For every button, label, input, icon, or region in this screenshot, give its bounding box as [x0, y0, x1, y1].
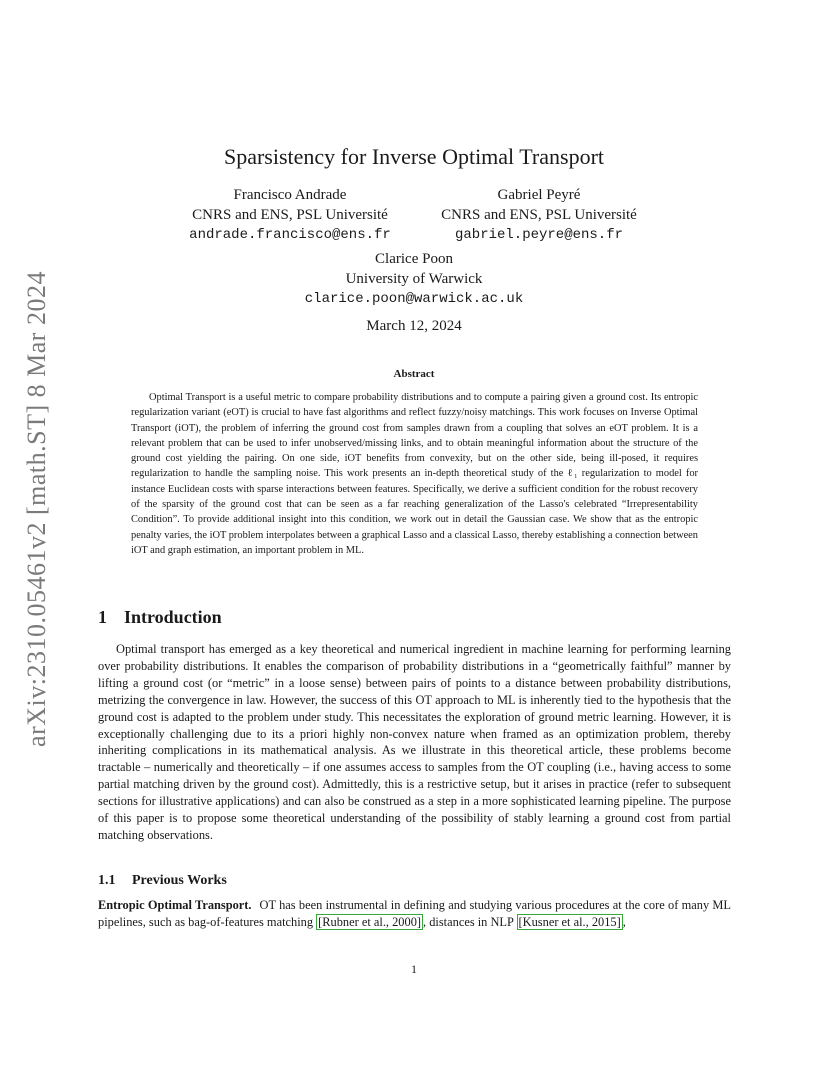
introduction-paragraph: Optimal transport has emerged as a key theoretical and numerical ingredient in machine learning for performing learning over probability distributions. It enables the comparison of probability distributions in a “geometrically faithful” manner by lifting a ground cost (or “metric” in a loose sense) between pairs of points to a distance between probability distributions, metrizing the convergence in law. However, the success of this OT approach to ML is inherently tied to the hypothesis that the ground cost is adapted to the problem under study. This necessitates the exploration of ground metric learning. However, it is exceptionally challenging due to its a priori highly non-convex nature when framed as an optimization problem, thereby inheriting complications in its mathematical analysis. As we illustrate in this theoretical article, these problems become tractable – numerically and theoretically – if one assumes access to samples from the OT coupling (i.e., having access to some partial matching driven by the ground cost). Admittedly, this is a restrictive setup, but it arises in practice (refer to subsequent sections for illustrative applications) and can also be construed as a step in a more sophisticated learning pipeline. The purpose of this paper is to propose some theoretical understanding of the possibility of stably learning a ground cost from partial matching observations. [98, 642, 731, 842]
publication-date: March 12, 2024 [366, 318, 462, 334]
author-block-2 [420, 185, 658, 245]
citation-link[interactable]: [Rubner et al., 2000] [318, 914, 422, 929]
citation-link[interactable]: [Kusner et al., 2015] [518, 914, 621, 929]
author-affiliation: CNRS and ENS, PSL Université [192, 207, 388, 223]
subsection-heading-previous-works [98, 873, 227, 889]
paragraph-text: , [622, 914, 626, 929]
subsection-number: 1.1 [98, 873, 116, 888]
arxiv-identifier-text: arXiv:2310.05461v2 [math.ST] 8 Mar 2024 [22, 271, 52, 747]
abstract-text: Optimal Transport is a useful metric to compare probability distributions and to compute a pairing given a ground cost. Its entropic regularization variant (eOT) is crucial to have fast algorithms and reflect fuzzy/noisy matchings. This work focuses on Inverse Optimal Transport (iOT), the problem of inferring the ground cost from samples drawn from a coupling that solves an eOT problem. It is a relevant problem that can be used to infer unobserved/missing links, and to obtain meaningful information about the structure of the ground cost yielding the pairing. On one side, iOT benefits from convexity, but on the other side, being ill-posed, it requires regularization to handle the sampling noise. This work presents an in-depth theoretical study of the ℓ₁ regularization to model for instance Euclidean costs with sparse interactions between features. Specifically, we derive a sufficient condition for the robust recovery of the sparsity of the ground cost that can be seen as a far reaching generalization of the Lasso's celebrated “Irrepresentability Condition”. To provide additional insight into this condition, we work out in detail the Gaussian case. We show that as the entropic penalty varies, the iOT problem interpolates between a graphical Lasso and a classical Lasso, thereby establishing a connection between iOT and graph estimation, an important problem in ML. [131, 392, 698, 556]
abstract-heading: Abstract [393, 368, 435, 380]
author-name: Gabriel Peyré [497, 187, 581, 203]
author-block-1 [170, 185, 410, 245]
author-name: Francisco Andrade [233, 187, 347, 203]
author-email[interactable]: gabriel.peyre@ens.fr [454, 227, 624, 243]
paragraph-lead: Entropic Optimal Transport. [98, 898, 252, 912]
previous-works-paragraph [98, 897, 731, 931]
section-title: Introduction [124, 607, 222, 627]
paragraph-text: OT has been instrumental in defining and studying various procedures at the core of many ML pipelines, such as bag-of-features matching [98, 898, 731, 929]
author-block-3 [264, 249, 564, 309]
author-name: Clarice Poon [375, 251, 453, 267]
author-email[interactable]: andrade.francisco@ens.fr [189, 227, 391, 243]
paragraph-text: , distances in NLP [423, 914, 517, 929]
paper-title: Sparsistency for Inverse Optimal Transport [223, 144, 605, 169]
section-number: 1 [98, 607, 107, 627]
page-number: 1 [411, 962, 417, 976]
section-heading-introduction [98, 607, 222, 628]
subsection-title: Previous Works [132, 873, 227, 888]
author-affiliation: University of Warwick [345, 271, 483, 287]
author-email[interactable]: clarice.poon@warwick.ac.uk [304, 291, 524, 307]
author-affiliation: CNRS and ENS, PSL Université [441, 207, 637, 223]
